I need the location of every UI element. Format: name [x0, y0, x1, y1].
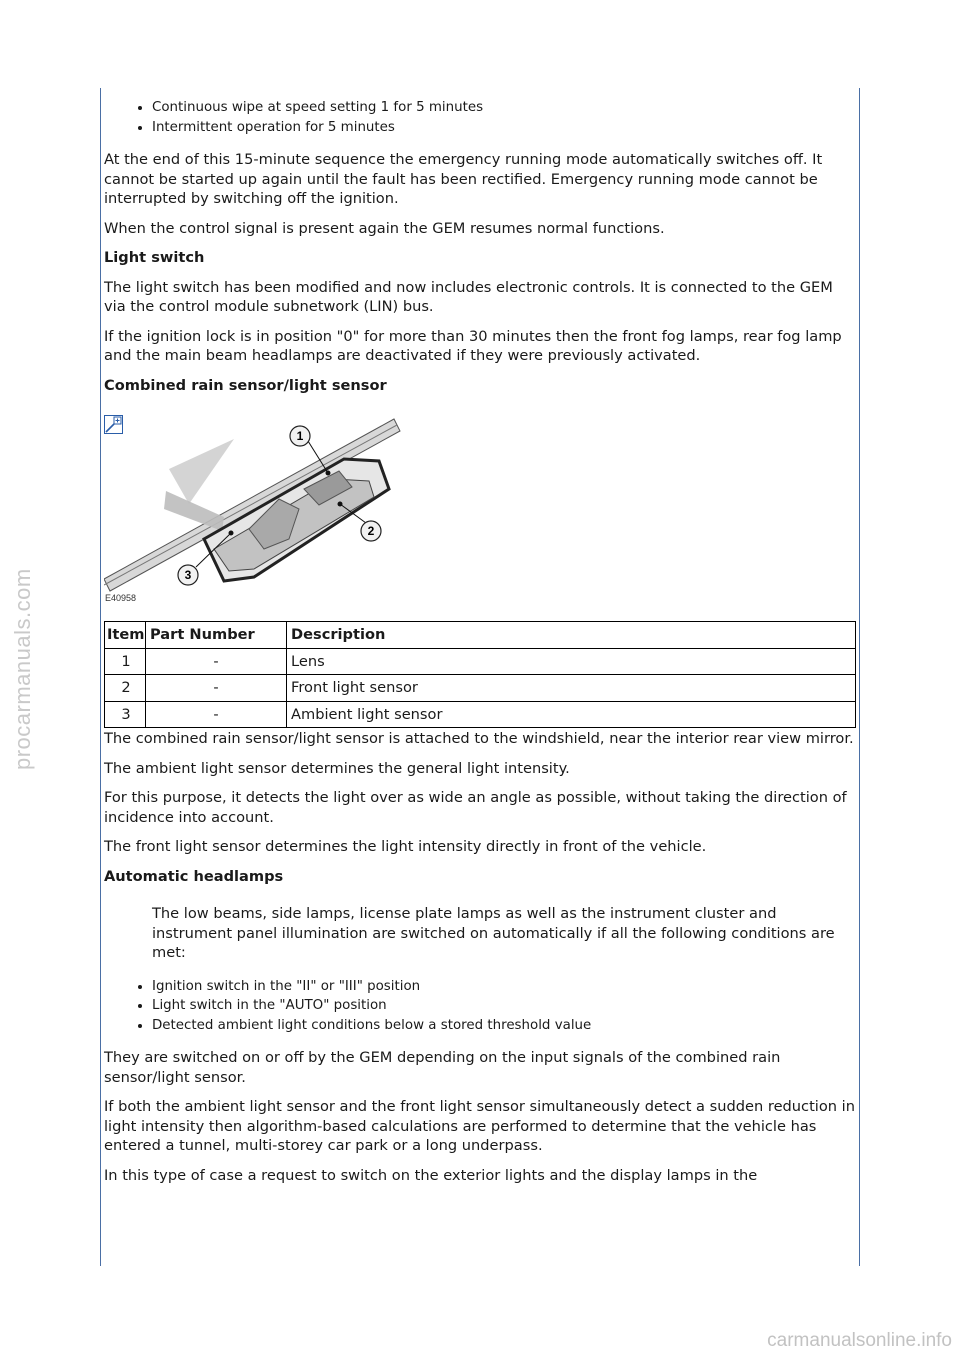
- table-header-part-number: Part Number: [146, 622, 287, 649]
- table-cell-part-number: -: [146, 701, 287, 728]
- sensor-figure: [104, 409, 856, 605]
- list-item: • Intermittent operation for 5 minutes: [152, 118, 856, 138]
- paragraph: They are switched on or off by the GEM depending on the input signals of the combined rain sensor/light sensor.: [104, 1049, 781, 1086]
- list-item: • Continuous wipe at speed setting 1 for 5 minutes: [152, 98, 856, 118]
- table-row: [105, 701, 856, 728]
- list-item: • Light switch in the "AUTO" position: [152, 996, 856, 1016]
- paragraph: The ambient light sensor determines the general light intensity.: [104, 759, 570, 777]
- table-header-item: Item: [105, 622, 146, 649]
- list-item: • Ignition switch in the "II" or "III" position: [152, 977, 856, 997]
- figure-id: E40958: [105, 593, 137, 603]
- bullet-list-top: [104, 98, 856, 137]
- paragraph: If the ignition lock is in position "0" for more than 30 minutes then the front fog lamps, rear fog lamp and the main beam headlamps are deactivated if they were previously activated.: [104, 327, 842, 364]
- paragraph: When the control signal is present again the GEM resumes normal functions.: [104, 219, 665, 237]
- side-watermark: procarmanuals.com: [10, 568, 35, 770]
- section-heading-automatic-headlamps: Automatic headlamps: [104, 867, 284, 885]
- table-cell-part-number: -: [146, 648, 287, 675]
- bullet-list-conditions: [104, 977, 856, 1036]
- bottom-watermark: carmanualsonline.info: [767, 1330, 952, 1351]
- table-cell-description: Lens: [287, 648, 856, 675]
- callout-label-1: 1: [296, 429, 304, 443]
- right-margin-rule: [859, 88, 860, 1266]
- paragraph: The combined rain sensor/light sensor is attached to the windshield, near the interior rear view mirror.: [104, 730, 854, 747]
- zoom-in-icon[interactable]: [104, 415, 123, 434]
- section-heading-light-switch: Light switch: [104, 249, 205, 266]
- paragraph-indented: The low beams, side lamps, license plate lamps as well as the instrument cluster and instrument panel illumination are switched on automatically if all the following conditions are met:: [152, 905, 835, 961]
- callout-label-3: 3: [184, 568, 192, 582]
- callout-label-2: 2: [367, 524, 375, 538]
- table-cell-description: Ambient light sensor: [287, 701, 856, 728]
- paragraph: At the end of this 15-minute sequence the emergency running mode automatically switches off. It cannot be started up again until the fault has been rectified. Emergency running mode cannot be interrupted by switching off the ignition.: [104, 151, 823, 207]
- table-cell-description: Front light sensor: [287, 675, 856, 702]
- section-heading-sensor: Combined rain sensor/light sensor: [104, 376, 387, 394]
- sensor-diagram: [104, 409, 404, 605]
- paragraph: For this purpose, it detects the light over as wide an angle as possible, without taking the direction of incidence into account.: [104, 789, 847, 826]
- table-row: [105, 648, 856, 675]
- list-item: • Detected ambient light conditions below a stored threshold value: [152, 1016, 856, 1036]
- table-cell-item: 3: [105, 701, 146, 728]
- left-margin-rule: [100, 88, 101, 1266]
- table-cell-item: 2: [105, 675, 146, 702]
- parts-table: [104, 621, 856, 728]
- table-cell-part-number: -: [146, 675, 287, 702]
- page-content: [104, 98, 856, 1195]
- table-header-description: Description: [287, 622, 856, 649]
- paragraph: In this type of case a request to switch on the exterior lights and the display lamps in the: [104, 1166, 758, 1184]
- table-row: [105, 675, 856, 702]
- table-header-row: [105, 622, 856, 649]
- paragraph: The light switch has been modified and now includes electronic controls. It is connected to the GEM via the control module subnetwork (LIN) bus.: [104, 278, 833, 315]
- table-cell-item: 1: [105, 648, 146, 675]
- paragraph: If both the ambient light sensor and the front light sensor simultaneously detect a sudden reduction in light intensity then algorithm-based calculations are performed to determine that the vehicle has entered a tunnel, multi-storey car park or a long underpass.: [104, 1098, 855, 1154]
- paragraph: The front light sensor determines the light intensity directly in front of the vehicle.: [104, 838, 707, 855]
